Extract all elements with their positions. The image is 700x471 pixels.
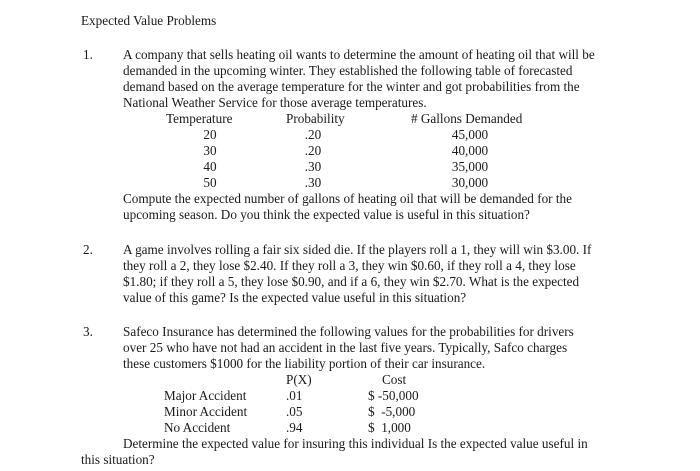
problem-number: 1. (83, 47, 93, 62)
table-cell-probability: .20 (304, 143, 322, 158)
problem-text-line: they roll a 2, they lose $2.40. If they roll a 3, they win $0.60, if they roll a 4, they lose (123, 258, 576, 273)
table-header-probability: Probability (286, 111, 345, 126)
table-header-temperature: Temperature (166, 111, 233, 126)
table-cell-probability: .30 (304, 159, 322, 174)
table-cell-probability: .30 (304, 175, 322, 190)
table-cell-event: Minor Accident (164, 404, 248, 419)
table-cell-gallons: 40,000 (451, 143, 489, 158)
table-cell-probability: .01 (286, 388, 303, 403)
problem-text-line: upcoming season. Do you think the expected value is useful in this situation? (123, 207, 530, 222)
table-cell-cost: $ -5,000 (368, 404, 416, 419)
table-cell-event: No Accident (164, 420, 231, 435)
table-cell-probability: .20 (304, 127, 322, 142)
problem-text-line: demand based on the average temperature for the winter and got probabilities from the (123, 79, 580, 94)
problem-text-line: A company that sells heating oil wants to determine the amount of heating oil that will be (123, 47, 595, 62)
problem-number: 2. (83, 242, 93, 257)
table-header-gallons: # Gallons Demanded (411, 111, 523, 126)
problem-text-line: Safeco Insurance has determined the following values for the probabilities for drivers (123, 324, 574, 339)
table-header-probability: P(X) (286, 372, 312, 387)
problem-text-line: value of this game? Is the expected value useful in this situation? (123, 290, 467, 305)
problem-text-line: these customers $1000 for the liability portion of their car insurance. (123, 356, 486, 371)
table-cell-probability: .05 (286, 404, 303, 419)
table-cell-cost: $ -50,000 (368, 388, 419, 403)
problem-text-line: Determine the expected value for insuring this individual Is the expected value useful in (123, 436, 588, 451)
table-cell-gallons: 30,000 (451, 175, 489, 190)
problem-text-line: Compute the expected number of gallons of heating oil that will be demanded for the (123, 191, 572, 206)
table-cell-cost: $ 1,000 (368, 420, 411, 435)
problem-text-line: National Weather Service for those average temperatures. (123, 95, 427, 110)
table-cell-event: Major Accident (164, 388, 247, 403)
table-cell-temperature: 30 (203, 143, 217, 158)
table-cell-gallons: 45,000 (451, 127, 489, 142)
page-title: Expected Value Problems (81, 13, 217, 28)
table-cell-temperature: 40 (203, 159, 217, 174)
table-cell-gallons: 35,000 (451, 159, 489, 174)
table-cell-temperature: 50 (203, 175, 217, 190)
problem-number: 3. (83, 324, 93, 339)
problem-text-line: over 25 who have not had an accident in the last five years. Typically, Safco charges (123, 340, 568, 355)
table-cell-temperature: 20 (203, 127, 217, 142)
table-cell-probability: .94 (286, 420, 303, 435)
problem-text-line: $1.80; if they roll a 5, they lose $0.90, and if a 6, they win $2.70. What is the expected (123, 274, 580, 289)
problem-text-line: demanded in the upcoming winter. They established the following table of forecasted (123, 63, 573, 78)
problem-text-line: this situation? (81, 452, 155, 467)
table-header-cost: Cost (382, 372, 407, 387)
problem-text-line: A game involves rolling a fair six sided die. If the players roll a 1, they will win $3.00. If (123, 242, 592, 257)
